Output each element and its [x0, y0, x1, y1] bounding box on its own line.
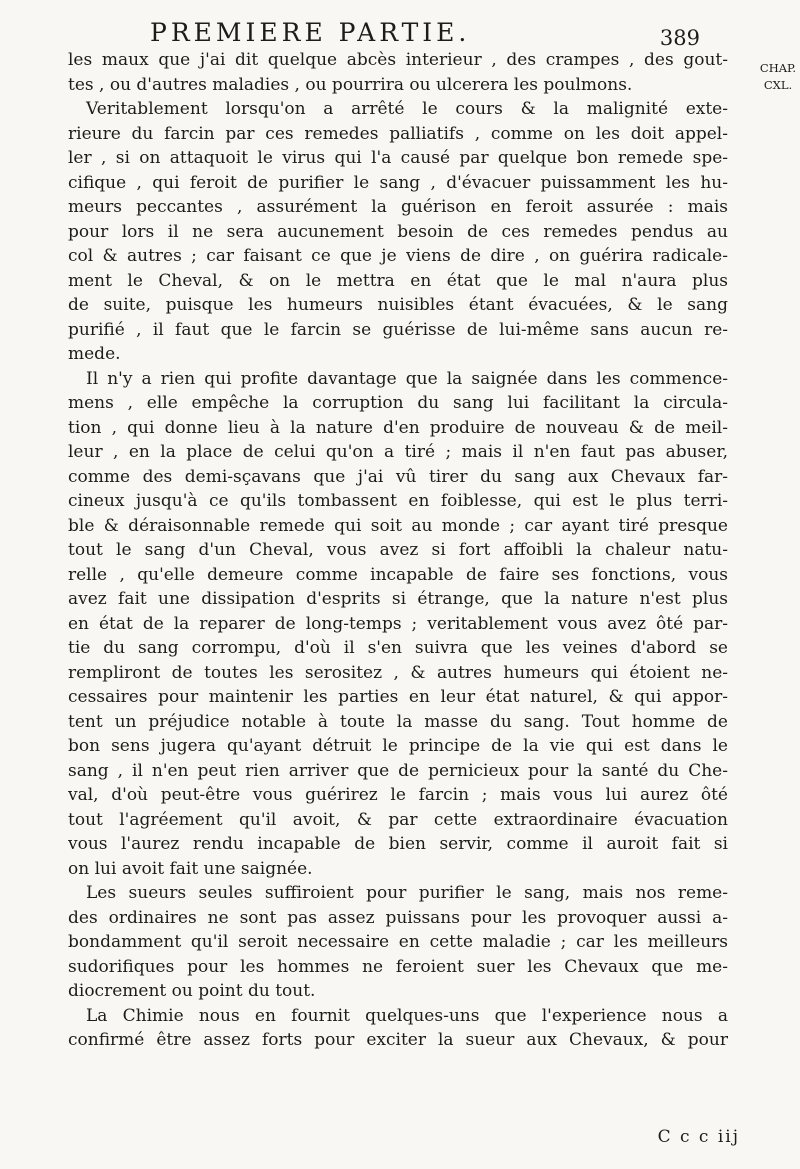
margin-note [758, 60, 798, 94]
text-line: les maux que j'ai dit quelque abcès interieur , des crampes , des gout- [68, 50, 728, 70]
text-line: bon sens jugera qu'ayant détruit le principe de la vie qui est dans le [68, 736, 728, 756]
paragraph-start-line: Il n'y a rien qui profite davantage que la saignée dans les commence- [86, 368, 728, 389]
text-line: en état de la reparer de long-temps ; veritablement vous avez ôté par- [68, 613, 728, 634]
text-line: tent un préjudice notable à toute la masse du sang. Tout homme de [68, 711, 728, 732]
text-line: cessaires pour maintenir les parties en leur état naturel, & qui appor- [68, 687, 728, 707]
text-line: col & autres ; car faisant ce que je viens de dire , on guérira radicale- [68, 246, 728, 266]
text-line: tes , ou d'autres maladies , ou pourrira ou ulcerera les poulmons. [68, 74, 633, 95]
margin-note-chapter: CHAP. [759, 61, 797, 75]
paragraph-start-line: La Chimie nous en fournit quelques-uns que l'experience nous a [86, 1005, 728, 1026]
text-line: diocrement ou point du tout. [68, 981, 316, 1001]
text-line: sudorifiques pour les hommes ne feroient suer les Chevaux que me- [68, 956, 728, 977]
text-line: confirmé être assez forts pour exciter la sueur aux Chevaux, & pour [68, 1030, 728, 1050]
text-line: rempliront de toutes les serositez , & autres humeurs qui étoient ne- [68, 662, 728, 683]
paragraph-start-line: Veritablement lorsqu'on a arrêté le cours & la malignité exte- [86, 99, 728, 119]
body-text [68, 48, 728, 1053]
text-line: tie du sang corrompu, d'où il s'en suivra que les veines d'abord se [68, 638, 728, 658]
text-line: pour lors il ne sera aucunement besoin de ces remedes pendus au [68, 221, 728, 242]
text-line: cifique , qui feroit de purifier le sang , d'évacuer puissamment les hu- [68, 172, 728, 193]
text-line: des ordinaires ne sont pas assez puissans pour les provoquer aussi a- [68, 907, 728, 928]
paragraph-start-line: Les sueurs seules suffiroient pour purifier le sang, mais nos reme- [86, 883, 728, 903]
text-line: rieure du farcin par ces remedes palliatifs , comme on les doit appel- [68, 123, 728, 144]
margin-note-number: CXL. [763, 78, 793, 92]
text-line: cineux jusqu'à ce qu'ils tombassent en foiblesse, qui est le plus terri- [68, 491, 728, 511]
text-line: tion , qui donne lieu à la nature d'en produire de nouveau & de meil- [68, 417, 728, 438]
text-line: purifié , il faut que le farcin se guérisse de lui-même sans aucun re- [68, 319, 728, 340]
text-line: meurs peccantes , assurément la guérison en feroit assurée : mais [68, 197, 728, 217]
text-line: de suite, puisque les humeurs nuisibles étant évacuées, & le sang [68, 295, 728, 315]
text-line: ble & déraisonnable remede qui soit au monde ; car ayant tiré presque [68, 515, 728, 536]
text-line: tout l'agréement qu'il avoit, & par cette extraordinaire évacuation [68, 809, 728, 830]
text-line: val, d'où peut-être vous guérirez le farcin ; mais vous lui aurez ôté [68, 785, 728, 805]
page-number: 389 [659, 26, 700, 50]
text-line: on lui avoit fait une saignée. [68, 858, 313, 879]
text-line: comme des demi-sçavans que j'ai vû tirer du sang aux Chevaux far- [68, 466, 728, 487]
text-line: sang , il n'en peut rien arriver que de pernicieux pour la santé du Che- [68, 760, 728, 781]
text-line: mede. [68, 344, 121, 364]
running-title: PREMIERE PARTIE. [150, 18, 471, 47]
text-line: leur , en la place de celui qu'on a tiré ; mais il n'en faut pas abuser, [68, 442, 728, 462]
text-line: vous l'aurez rendu incapable de bien servir, comme il auroit fait si [68, 834, 728, 854]
text-line: bondamment qu'il seroit necessaire en cette maladie ; car les meilleurs [68, 932, 728, 952]
text-line: mens , elle empêche la corruption du sang lui facilitant la circula- [68, 393, 728, 413]
text-line: avez fait une dissipation d'esprits si étrange, que la nature n'est plus [68, 589, 728, 609]
text-line: tout le sang d'un Cheval, vous avez si fort affoibli la chaleur natu- [68, 540, 728, 560]
text-line: relle , qu'elle demeure comme incapable de faire ses fonctions, vous [68, 564, 728, 585]
text-line: ment le Cheval, & on le mettra en état que le mal n'aura plus [68, 270, 728, 291]
text-line: ler , si on attaquoit le virus qui l'a causé par quelque bon remede spe- [68, 148, 728, 168]
signature-mark: C c c iij [657, 1127, 740, 1147]
